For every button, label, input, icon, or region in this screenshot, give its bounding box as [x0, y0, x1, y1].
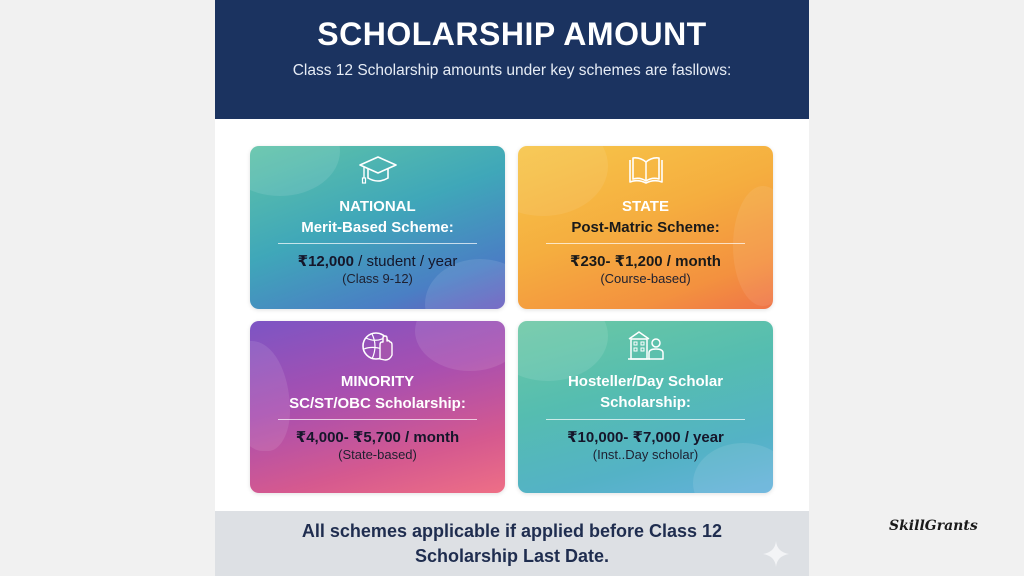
- footer-banner: [215, 511, 809, 576]
- open-book-icon: [626, 154, 666, 188]
- scheme-name: SC/ST/OBC Scholarship:: [289, 395, 466, 412]
- page-title: SCHOLARSHIP AMOUNT: [317, 16, 707, 52]
- amount-unit: / student / year: [353, 253, 458, 270]
- scheme-category: NATIONAL: [339, 198, 416, 215]
- scheme-name: Post-Matric Scheme:: [571, 219, 720, 236]
- scheme-amount: [250, 428, 505, 446]
- amount-value: ₹12,000: [297, 253, 354, 270]
- scheme-category: STATE: [622, 198, 669, 215]
- scheme-note: (Class 9-12): [342, 271, 413, 286]
- amount-value: ₹10,000- ₹7,000 / year: [567, 429, 724, 446]
- scheme-category: MINORITY: [340, 373, 415, 390]
- brand-logo: SkillGrants: [889, 518, 978, 534]
- graduation-cap-icon: [358, 154, 398, 188]
- scheme-amount: [518, 252, 773, 270]
- scheme-amount: [518, 428, 773, 446]
- amount-value: ₹230- ₹1,200 / month: [570, 253, 721, 270]
- scheme-category: Hosteller/Day Scholar: [567, 373, 724, 390]
- card-minority-scheme: [250, 321, 505, 493]
- footer-text-line2: Scholarship Last Date.: [414, 546, 610, 566]
- scheme-name: Scholarship:: [600, 394, 691, 411]
- scheme-amount: [250, 252, 505, 270]
- header-banner: [215, 0, 809, 119]
- scheme-note: (State-based): [338, 447, 417, 462]
- building-person-icon: [626, 329, 666, 363]
- divider: [278, 419, 477, 420]
- scheme-note: (Course-based): [600, 271, 691, 286]
- divider: [546, 419, 745, 420]
- card-hosteller-scheme: [518, 321, 773, 493]
- sparkle-icon: [763, 541, 789, 567]
- divider: [546, 243, 745, 244]
- decorative-blob: [250, 146, 340, 196]
- decorative-blob: [518, 321, 608, 381]
- page-subtitle: Class 12 Scholarship amounts under key schemes are fasllows:: [292, 62, 732, 79]
- globe-hand-icon: [358, 329, 398, 363]
- decorative-blob: [415, 321, 505, 371]
- divider: [278, 243, 477, 244]
- scheme-name: Merit-Based Scheme:: [301, 219, 454, 236]
- amount-value: ₹4,000- ₹5,700 / month: [295, 429, 460, 446]
- footer-text-line1: All schemes applicable if applied before Class 12: [301, 521, 723, 541]
- infographic-panel: [215, 0, 809, 576]
- scheme-note: (Inst..Day scholar): [592, 447, 699, 462]
- card-national-scheme: [250, 146, 505, 309]
- card-state-scheme: [518, 146, 773, 309]
